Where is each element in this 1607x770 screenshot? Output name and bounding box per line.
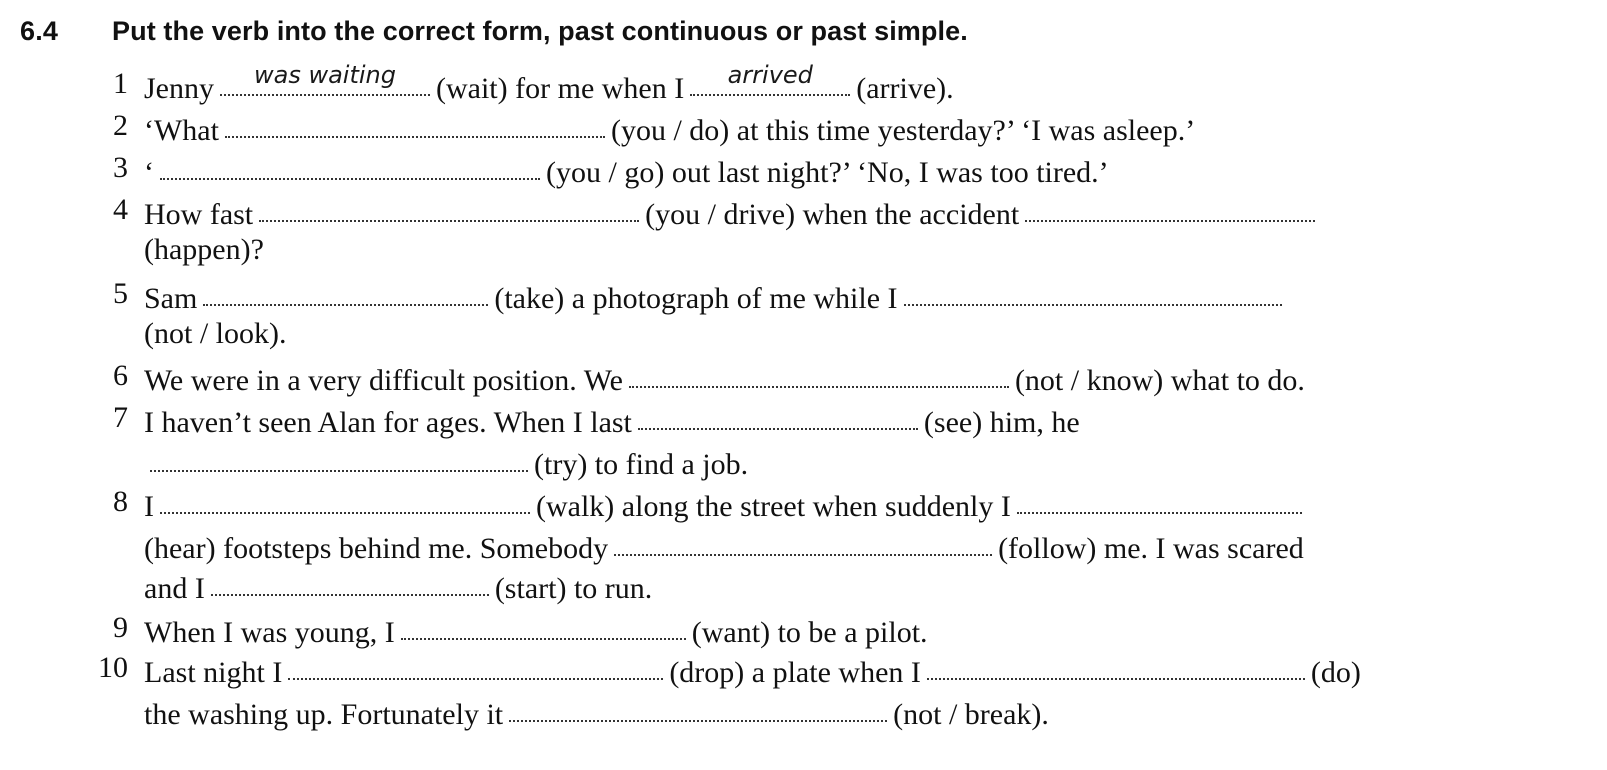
item-line — [144, 192, 1321, 233]
item-number: 8 — [113, 485, 128, 518]
handwritten-answer: arrived — [727, 61, 813, 89]
item-line — [144, 484, 1308, 525]
item-text: I — [144, 490, 154, 523]
item-text: I haven’t seen Alan for ages. When I last — [144, 406, 632, 439]
item-text: (you / do) at this time yesterday?’ ‘I was asleep.’ — [610, 114, 1196, 147]
answer-blank[interactable] — [629, 356, 1009, 388]
answer-blank[interactable] — [160, 482, 530, 514]
item-line — [144, 400, 1080, 441]
item-text: (you / go) out last night?’ ‘No, I was too tired.’ — [546, 156, 1109, 189]
item-line — [144, 276, 1288, 317]
item-number: 5 — [113, 277, 128, 310]
item-number: 9 — [113, 611, 128, 644]
item-line — [144, 526, 1304, 567]
item-line — [144, 232, 264, 268]
item-number: 1 — [113, 67, 128, 100]
item-text: We were in a very difficult position. We — [144, 364, 623, 397]
item-text: (arrive). — [856, 72, 954, 105]
answer-blank[interactable] — [614, 524, 992, 556]
item-number: 7 — [113, 401, 128, 434]
answer-blank[interactable] — [288, 648, 663, 680]
item-line — [144, 442, 748, 483]
item-text: (not / look). — [144, 317, 287, 350]
item-number: 3 — [113, 151, 128, 184]
exercise-number: 6.4 — [20, 16, 59, 46]
item-text: (follow) me. I was scared — [998, 532, 1304, 565]
item-text: (start) to run. — [494, 572, 653, 605]
item-text: (try) to find a job. — [534, 448, 749, 481]
item-text: ‘What — [144, 114, 219, 147]
item-text: (drop) a plate when I — [669, 656, 921, 689]
item-text: (happen)? — [144, 233, 264, 266]
item-text: Jenny — [144, 72, 214, 105]
answer-blank[interactable] — [160, 148, 540, 180]
item-text: the washing up. Fortunately it — [144, 698, 504, 731]
answer-blank[interactable] — [220, 61, 430, 96]
item-text: (want) to be a pilot. — [691, 616, 928, 649]
handwritten-answer: was waiting — [254, 61, 396, 89]
item-line — [144, 650, 1361, 691]
answer-blank[interactable] — [904, 274, 1282, 306]
item-line — [144, 610, 928, 651]
item-line — [144, 61, 954, 107]
item-line — [144, 566, 652, 607]
item-text: (you / drive) when the accident — [645, 198, 1020, 231]
item-text: and I — [144, 572, 205, 605]
item-text: (do) — [1310, 656, 1361, 689]
answer-blank[interactable] — [927, 648, 1305, 680]
answer-blank[interactable] — [509, 690, 887, 722]
item-line — [144, 108, 1195, 149]
item-text: Sam — [144, 282, 198, 315]
answer-blank[interactable] — [401, 608, 686, 640]
exercise-instruction: Put the verb into the correct form, past continuous or past simple. — [112, 16, 968, 46]
item-text: ‘ — [144, 156, 154, 189]
item-number: 4 — [113, 193, 128, 226]
item-text: (walk) along the street when suddenly I — [536, 490, 1011, 523]
item-text: Last night I — [144, 656, 283, 689]
item-number: 6 — [113, 359, 128, 392]
item-line — [144, 692, 1049, 733]
item-line — [144, 358, 1305, 399]
item-text: (see) him, he — [923, 406, 1080, 439]
item-line — [144, 316, 287, 352]
answer-blank[interactable] — [259, 190, 639, 222]
item-number: 2 — [113, 109, 128, 142]
answer-blank[interactable] — [1017, 482, 1302, 514]
item-text: (hear) footsteps behind me. Somebody — [144, 532, 609, 565]
item-text: (not / break). — [893, 698, 1049, 731]
item-text: How fast — [144, 198, 254, 231]
item-text: When I was young, I — [144, 616, 395, 649]
item-line — [144, 150, 1109, 191]
answer-blank[interactable] — [1025, 190, 1315, 222]
answer-blank[interactable] — [203, 274, 488, 306]
item-number: 10 — [98, 651, 128, 684]
answer-blank[interactable] — [211, 564, 489, 596]
answer-blank[interactable] — [690, 61, 850, 96]
item-text: (not / know) what to do. — [1014, 364, 1305, 397]
item-text: (take) a photograph of me while I — [494, 282, 898, 315]
item-text: (wait) for me when I — [436, 72, 685, 105]
answer-blank[interactable] — [225, 106, 605, 138]
answer-blank[interactable] — [150, 440, 528, 472]
answer-blank[interactable] — [638, 398, 918, 430]
